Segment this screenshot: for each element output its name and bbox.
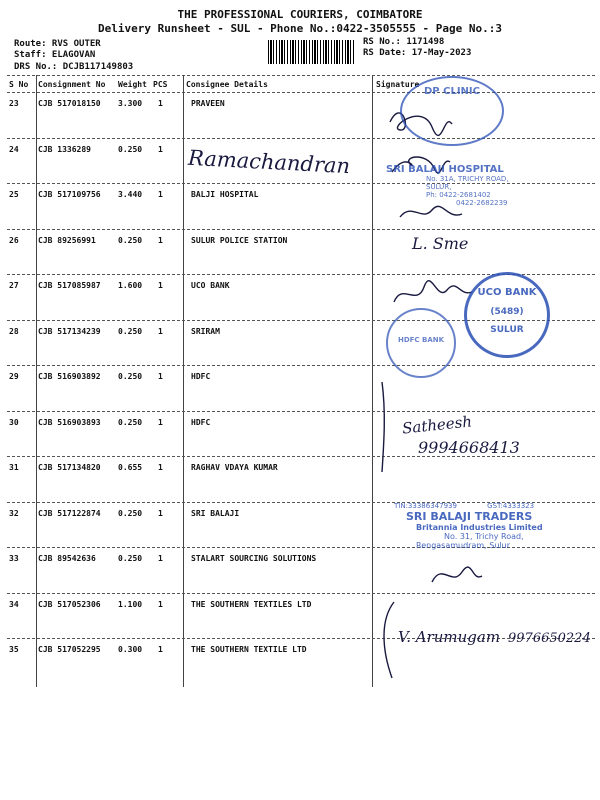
cell-pcs: 1 bbox=[158, 190, 163, 199]
traders-stamp bbox=[394, 502, 580, 550]
hospital-stamp-address: SULUR, bbox=[426, 183, 452, 191]
signature-row27 bbox=[394, 281, 472, 302]
cell-consignee: HDFC bbox=[191, 372, 211, 381]
cell-sno: 35 bbox=[9, 645, 19, 654]
cell-pcs: 1 bbox=[158, 645, 163, 654]
column-divider bbox=[183, 75, 184, 687]
cell-consignee: THE SOUTHERN TEXTILES LTD bbox=[191, 599, 312, 609]
cell-weight: 0.250 bbox=[118, 235, 143, 245]
col-header-pcs: PCS bbox=[153, 80, 168, 89]
handwritten-name: Ramachandran bbox=[187, 145, 351, 179]
rs-date: RS Date: 17-May-2023 bbox=[363, 48, 472, 58]
cell-cno: CJB 89542636 bbox=[38, 554, 96, 563]
row-separator bbox=[7, 593, 595, 594]
cell-weight: 3.440 bbox=[118, 190, 143, 199]
cell-sno: 28 bbox=[9, 326, 19, 336]
cell-consignee: SRI BALAJI bbox=[191, 508, 240, 518]
cell-pcs: 1 bbox=[158, 326, 163, 336]
cell-pcs: 1 bbox=[158, 463, 163, 472]
signature: V. Arumugam bbox=[398, 628, 501, 646]
cell-cno: CJB 516903892 bbox=[38, 372, 101, 381]
cell-weight: 0.250 bbox=[118, 144, 143, 154]
cell-sno: 25 bbox=[9, 190, 19, 199]
cell-cno: CJB 517109756 bbox=[38, 190, 101, 199]
cell-pcs: 1 bbox=[158, 144, 163, 154]
cell-sno: 23 bbox=[9, 99, 19, 108]
cell-weight: 0.250 bbox=[118, 326, 143, 336]
cell-weight: 0.655 bbox=[118, 463, 143, 472]
cell-weight: 1.100 bbox=[118, 599, 143, 609]
row-separator bbox=[7, 638, 595, 639]
cell-sno: 34 bbox=[9, 599, 19, 609]
cell-pcs: 1 bbox=[158, 554, 163, 563]
hdfc-stamp-text: HDFC BANK bbox=[397, 336, 445, 344]
route-label: Route: RVS OUTER bbox=[14, 39, 101, 49]
clinic-stamp bbox=[400, 76, 504, 146]
col-header-weight: Weight bbox=[118, 80, 147, 89]
cell-pcs: 1 bbox=[158, 281, 163, 290]
cell-cno: CJB 516903893 bbox=[38, 417, 101, 427]
col-header-signature: Signature bbox=[376, 80, 420, 89]
cell-weight: 0.250 bbox=[118, 508, 143, 518]
cell-sno: 29 bbox=[9, 372, 19, 381]
cell-sno: 27 bbox=[9, 281, 19, 290]
cell-consignee: RAGHAV VDAYA KUMAR bbox=[191, 463, 278, 472]
cell-cno: CJB 517134239 bbox=[38, 326, 101, 336]
table-top-rule bbox=[7, 75, 595, 76]
cell-consignee: HDFC bbox=[191, 417, 211, 427]
cell-cno: CJB 517085987 bbox=[38, 281, 101, 290]
cell-weight: 0.250 bbox=[118, 554, 143, 563]
cell-sno: 31 bbox=[9, 463, 19, 472]
cell-pcs: 1 bbox=[158, 599, 163, 609]
cell-pcs: 1 bbox=[158, 235, 163, 245]
signature-row33 bbox=[432, 567, 482, 582]
hospital-stamp bbox=[386, 164, 566, 207]
cell-pcs: 1 bbox=[158, 99, 163, 108]
cell-cno: CJB 517122874 bbox=[38, 508, 101, 518]
cell-cno: CJB 1336289 bbox=[38, 144, 91, 154]
cell-consignee: BALJI HOSPITAL bbox=[191, 190, 259, 199]
drs-number: DRS No.: DCJB117149803 bbox=[14, 62, 134, 72]
cell-pcs: 1 bbox=[158, 417, 163, 427]
traders-stamp-name: SRI BALAJI TRADERS bbox=[406, 510, 533, 523]
cell-consignee: STALART SOURCING SOLUTIONS bbox=[191, 554, 317, 563]
traders-stamp-gst: GST:4333323 bbox=[487, 502, 535, 510]
cell-cno: CJB 517052295 bbox=[38, 645, 101, 654]
traders-stamp-line: Rengasamudram, Sulur bbox=[416, 541, 510, 550]
cell-weight: 1.600 bbox=[118, 281, 143, 290]
rs-number: RS No.: 1171498 bbox=[363, 37, 445, 47]
handwritten-phone: 9976650224 bbox=[508, 631, 591, 646]
cell-sno: 33 bbox=[9, 554, 19, 563]
cell-consignee: THE SOUTHERN TEXTILE LTD bbox=[191, 645, 307, 654]
cell-consignee: PRAVEEN bbox=[191, 99, 225, 108]
bracket-mark bbox=[382, 382, 384, 472]
cell-consignee: SRIRAM bbox=[191, 326, 220, 336]
cell-cno: CJB 517052306 bbox=[38, 599, 101, 609]
cell-cno: CJB 517134820 bbox=[38, 463, 101, 472]
handwritten-name: Satheesh bbox=[401, 412, 473, 438]
col-header-sno: S No bbox=[9, 80, 29, 89]
cell-weight: 3.300 bbox=[118, 99, 143, 108]
handwritten-phone: 9994668413 bbox=[418, 438, 520, 457]
hdfc-stamp bbox=[386, 308, 456, 378]
cell-cno: CJB 89256991 bbox=[38, 235, 96, 245]
cell-pcs: 1 bbox=[158, 372, 163, 381]
cell-cno: CJB 517018150 bbox=[38, 99, 101, 108]
bank-stamp bbox=[464, 272, 550, 358]
hospital-stamp-name: SRI BALAJI HOSPITAL bbox=[386, 164, 504, 175]
bank-stamp-code: (5489) bbox=[490, 307, 524, 317]
hospital-stamp-phone: 0422-2682239 bbox=[456, 199, 508, 207]
col-header-consignment: Consignment No bbox=[38, 80, 106, 89]
bank-stamp-name: UCO BANK bbox=[477, 287, 537, 298]
cell-weight: 0.250 bbox=[118, 417, 143, 427]
cell-sno: 24 bbox=[9, 144, 19, 154]
cell-pcs: 1 bbox=[158, 508, 163, 518]
traders-stamp-line: Britannia Industries Limited bbox=[416, 523, 543, 532]
hospital-stamp-address: No. 31A, TRICHY ROAD, bbox=[426, 175, 509, 183]
cell-sno: 30 bbox=[9, 417, 19, 427]
cell-weight: 0.300 bbox=[118, 645, 143, 654]
cell-sno: 32 bbox=[9, 508, 19, 518]
col-header-consignee: Consignee Details bbox=[186, 80, 268, 89]
signature-row25 bbox=[400, 206, 462, 217]
staff-label: Staff: ELAGOVAN bbox=[14, 50, 96, 60]
runsheet-subtitle: Delivery Runsheet - SUL - Phone No.:0422-3505555 - Page No.:3 bbox=[98, 22, 502, 35]
barcode bbox=[268, 40, 354, 64]
cell-weight: 0.250 bbox=[118, 372, 143, 381]
traders-stamp-tin: TIN:33386347939 bbox=[394, 502, 457, 510]
bank-stamp-place: SULUR bbox=[490, 325, 524, 335]
cell-consignee: SULUR POLICE STATION bbox=[191, 235, 288, 245]
cell-consignee: UCO BANK bbox=[191, 281, 230, 290]
hospital-stamp-phone: Ph: 0422-2681402 bbox=[426, 191, 491, 199]
signature: L. Sme bbox=[412, 234, 469, 253]
company-title: THE PROFESSIONAL COURIERS, COIMBATORE bbox=[177, 8, 423, 21]
traders-stamp-line: No. 31, Trichy Road, bbox=[444, 532, 524, 541]
column-divider bbox=[36, 75, 37, 687]
cell-sno: 26 bbox=[9, 235, 19, 245]
bracket-mark bbox=[372, 600, 402, 680]
clinic-stamp-text: DP CLINIC bbox=[424, 86, 480, 97]
